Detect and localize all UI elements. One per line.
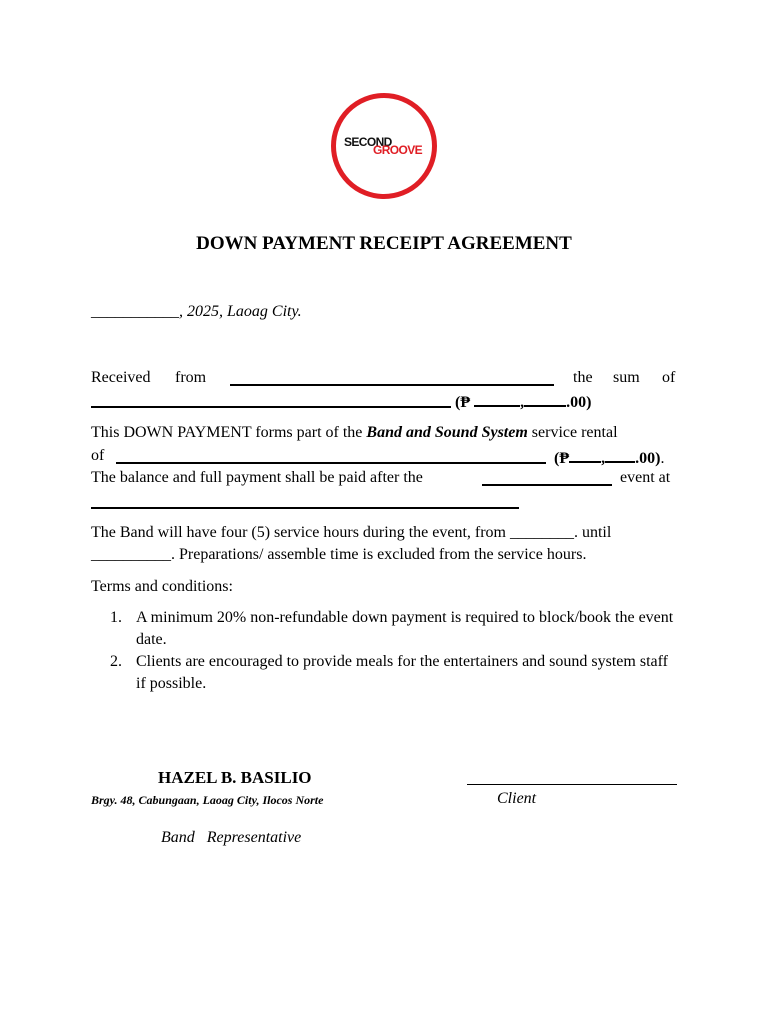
down-payment-line: [91, 422, 618, 444]
rental-amount-sep: ,: [601, 450, 606, 467]
hours-line-1: The Band will have four (5) service hours during the event, from ________. until: [91, 524, 612, 541]
amount-hundreds-blank: [524, 389, 566, 407]
rental-amount-open: (₱: [554, 450, 570, 467]
rep-role: Band Representative: [161, 829, 302, 846]
amount-words-blank: [91, 390, 451, 408]
second-groove-logo: [331, 93, 437, 199]
client-label: Client: [497, 790, 537, 807]
rep-name: HAZEL B. BASILIO: [158, 768, 312, 787]
event-blank: [482, 468, 612, 486]
logo-word-groove: GROOVE: [373, 143, 423, 157]
amount-open: (₱: [455, 394, 475, 411]
of-label: of: [91, 447, 105, 464]
the-word: the: [573, 369, 593, 386]
terms-item-1-text: A minimum 20% non-refundable down payment is required to block/book the event date.: [136, 609, 674, 648]
received-word: Received: [91, 369, 151, 386]
amount-thousands-blank: [474, 389, 520, 407]
rental-amount-close: .00): [635, 450, 661, 467]
dp-text2: service rental: [527, 424, 618, 441]
terms-item-2-text: Clients are encouraged to provide meals for the entertainers and sound system staff if possible.: [136, 653, 668, 692]
dp-service: Band and Sound System: [366, 424, 528, 441]
sum-word: sum: [613, 369, 640, 386]
balance-text: The balance and full payment shall be paid after the: [91, 469, 423, 486]
date-place: , 2025, Laoag City.: [179, 303, 302, 320]
date-line: [91, 301, 302, 323]
dp-text1: This DOWN PAYMENT forms part of the: [91, 424, 367, 441]
rental-amount-words-blank: [116, 446, 546, 464]
event-at: event at: [620, 469, 671, 486]
logo-word-second: SECOND: [344, 135, 392, 149]
rental-hundreds-blank: [605, 445, 635, 463]
hours-line-2: __________. Preparations/ assemble time is excluded from the service hours.: [91, 546, 587, 563]
amount-sep: ,: [520, 394, 525, 411]
terms-item-2-num: 2.: [110, 653, 122, 670]
amount-figure: [455, 389, 591, 414]
rental-period: .: [660, 450, 665, 467]
terms-heading: Terms and conditions:: [91, 578, 233, 595]
document-title: DOWN PAYMENT RECEIPT AGREEMENT: [196, 233, 572, 254]
venue-blank: [91, 491, 519, 509]
payer-name-blank: [230, 368, 554, 386]
amount-close: .00): [566, 394, 592, 411]
terms-item-1-num: 1.: [110, 609, 122, 626]
from-word: from: [175, 369, 207, 386]
of-word: of: [662, 369, 676, 386]
date-blank: ___________: [91, 303, 179, 320]
rep-address: Brgy. 48, Cabungaan, Laoag City, Ilocos Norte: [91, 793, 324, 807]
client-signature-line: [467, 784, 677, 785]
rental-thousands-blank: [569, 445, 601, 463]
